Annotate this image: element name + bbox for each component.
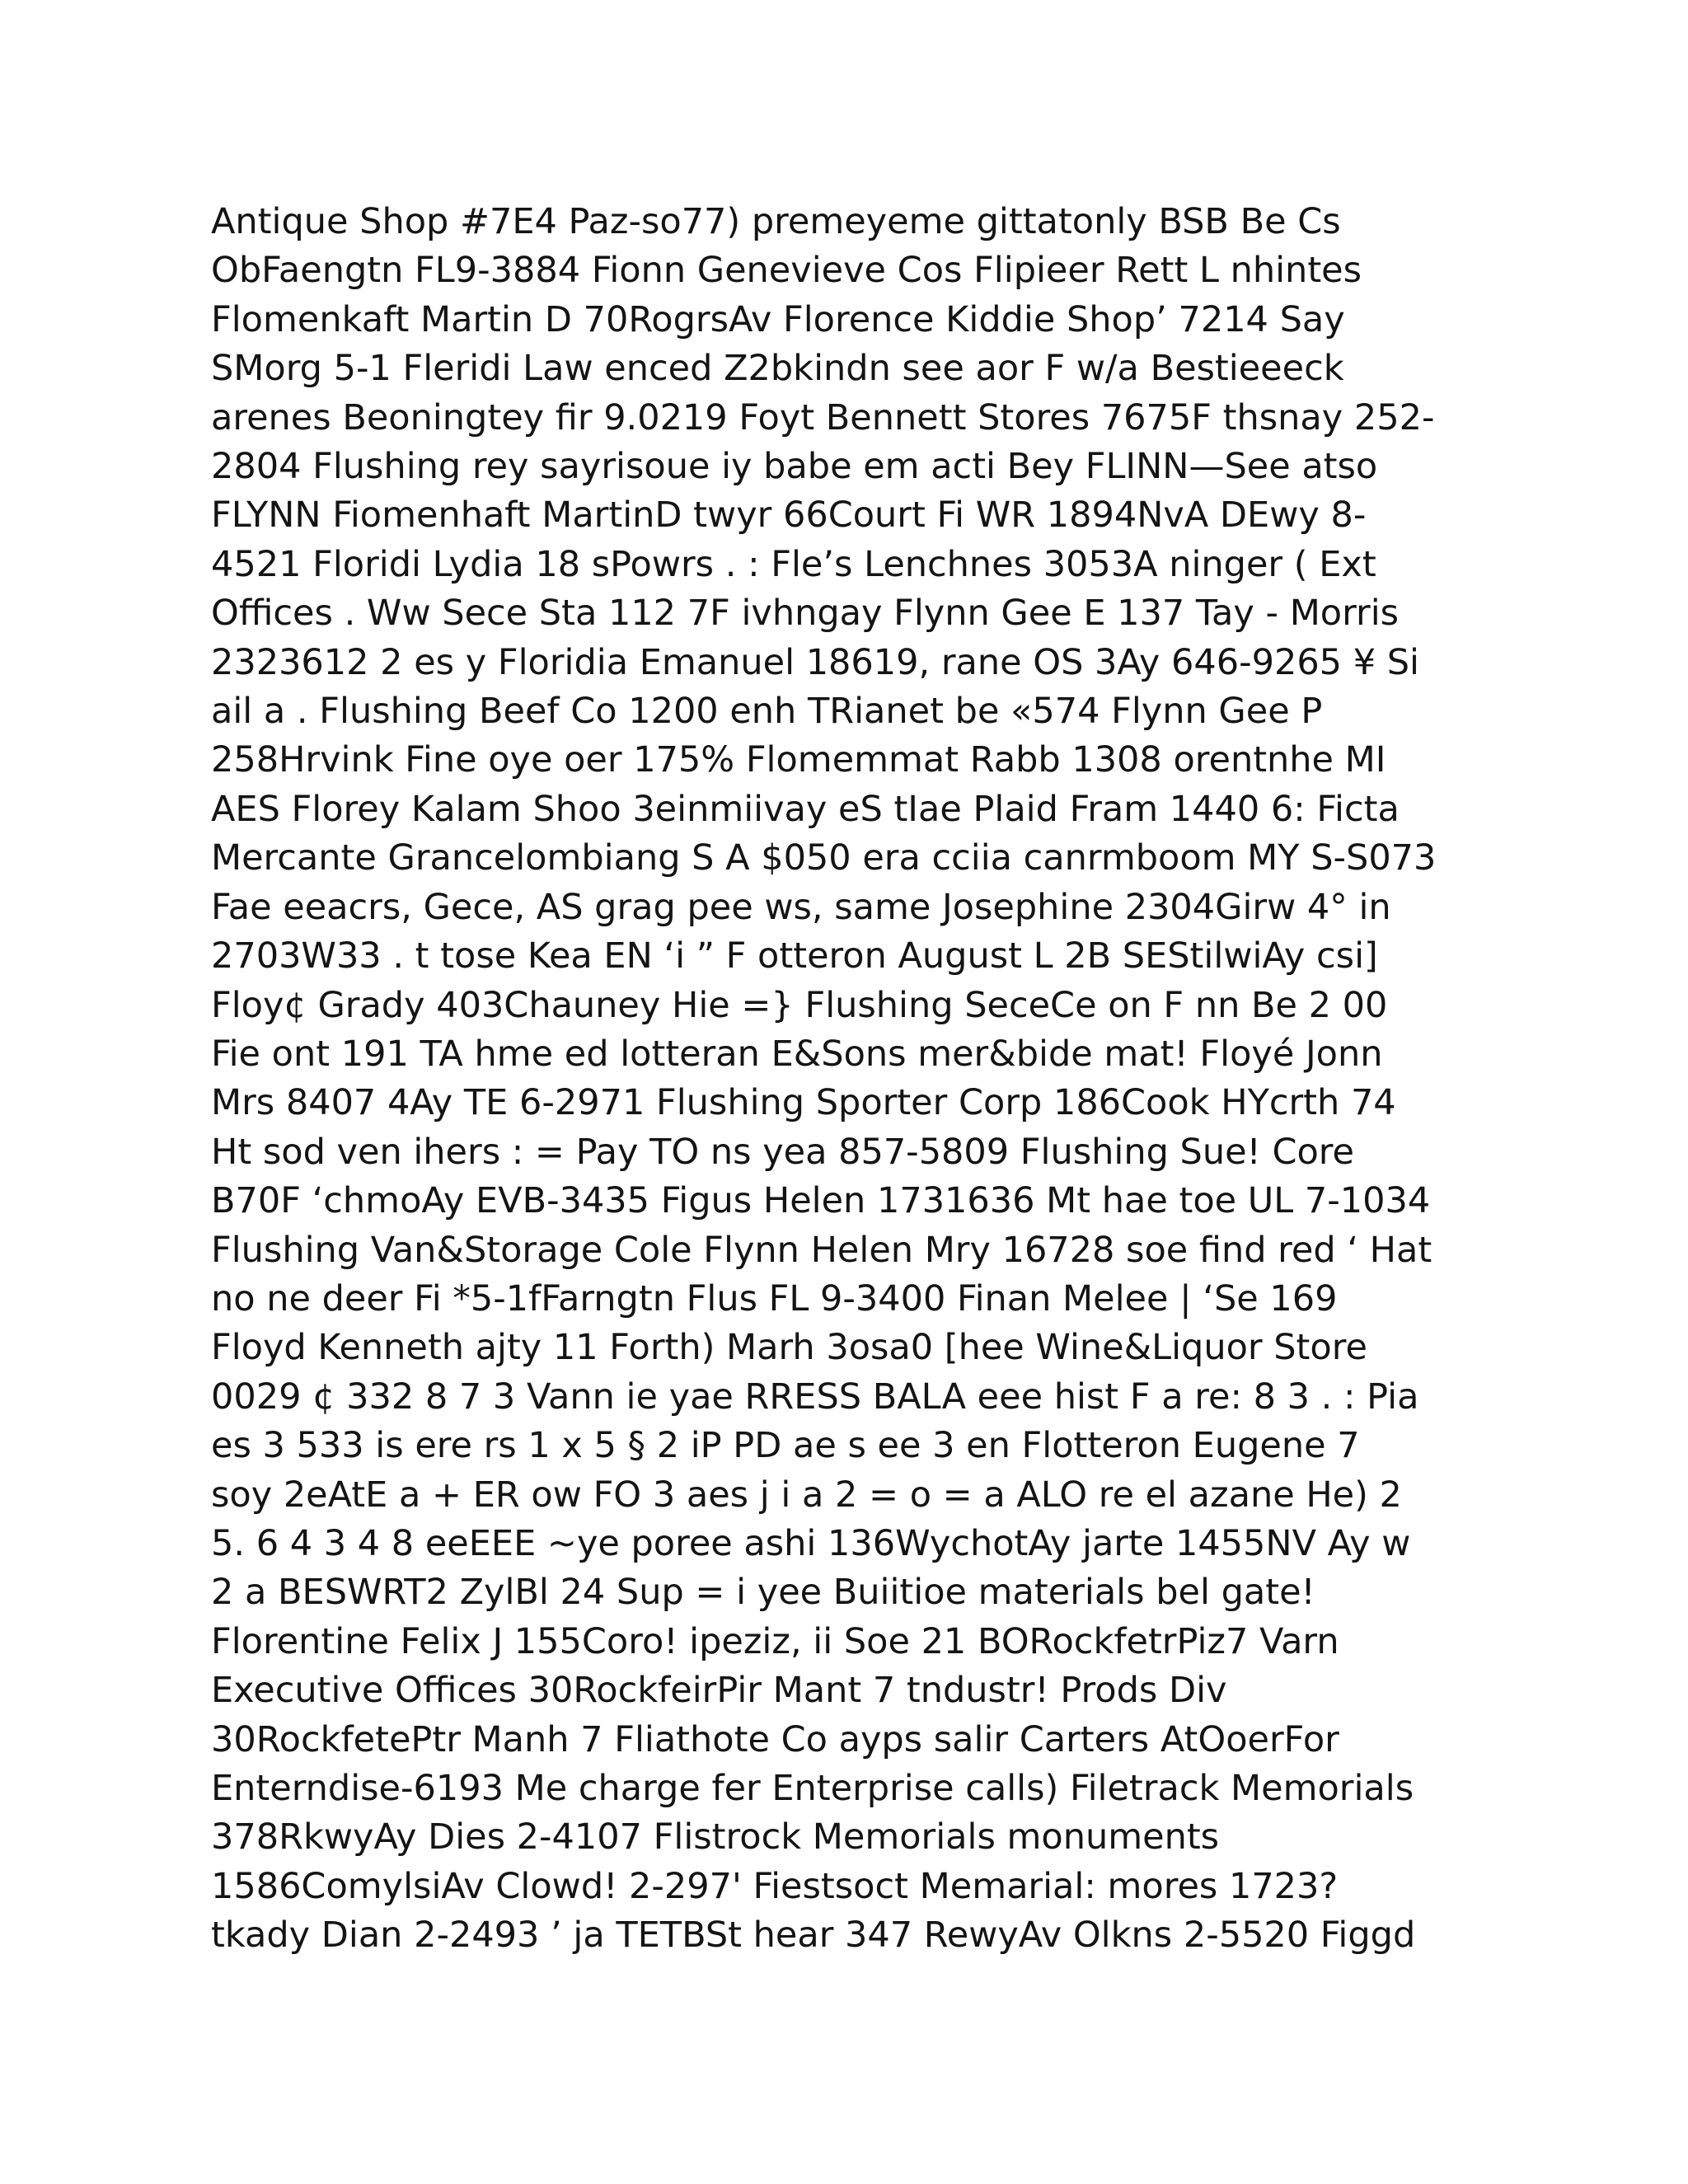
text-line: 1586ComylsiAv Clowd! 2-297' Fiestsoct Memarial: mores 1723?: [211, 1865, 1339, 1907]
text-line: 2703W33 . t tose Kea EN ‘i ” F otteron August L 2B SEStilwiAy csi]: [211, 935, 1378, 977]
text-line: Fae eeacrs, Gece, AS grag pee ws, same Josephine 2304Girw 4° in: [211, 886, 1391, 928]
text-line: Ht sod ven ihers : = Pay TO ns yea 857-5809 Flushing Sue! Core: [211, 1131, 1354, 1173]
text-line: no ne deer Fi *5-1fFarngtn Flus FL 9-3400 Finan Melee | ‘Se 169: [211, 1277, 1338, 1319]
text-line: Antique Shop #7E4 Paz-so77) premeyeme gittatonly BSB Be Cs: [211, 201, 1341, 242]
text-line: Flomenkaft Martin D 70RogrsAv Florence Kiddie Shop’ 7214 Say: [211, 298, 1345, 340]
text-line: soy 2eAtE a + ER ow FO 3 aes j i a 2 = o = a ALO re el azane He) 2: [211, 1474, 1402, 1516]
text-line: Flushing Van&Storage Cole Flynn Helen Mry 16728 soe find red ‘ Hat: [211, 1229, 1432, 1271]
text-line: 4521 Floridi Lydia 18 sPowrs . : Fle’s Lenchnes 3053A ninger ( Ext: [211, 543, 1376, 585]
text-line: Floy¢ Grady 403Chauney Hie =} Flushing SeceCe on F nn Be 2 00: [211, 984, 1388, 1026]
text-line: FLYNN Fiomenhaft MartinD twyr 66Court Fi WR 1894NvA DEwy 8-: [211, 494, 1367, 537]
text-line: tkady Dian 2-2493 ’ ja TETBSt hear 347 RewyAv Olkns 2-5520 Figgd: [211, 1915, 1416, 1957]
text-line: Offices . Ww Sece Sta 112 7F ivhngay Flynn Gee E 137 Tay - Morris: [211, 593, 1400, 635]
text-line: 2804 Flushing rey sayrisoue iy babe em acti Bey FLINN—See atso: [211, 446, 1378, 488]
text-line: ObFaengtn FL9-3884 Fionn Genevieve Cos Flipieer Rett L nhintes: [211, 250, 1362, 292]
text-line: Fie ont 191 TA hme ed lotteran E&Sons mer&bide mat! Floyé Jonn: [211, 1033, 1383, 1075]
text-line: es 3 533 is ere rs 1 x 5 § 2 iP PD ae s ee 3 en Flotteron Eugene 7: [211, 1425, 1360, 1467]
text-line: 0029 ¢ 332 8 7 3 Vann ie yae RRESS BALA eee hist F a re: 8 3 . : Pia: [211, 1376, 1419, 1418]
text-line: 258Hrvink Fine oye oer 175% Flomemmat Rabb 1308 orentnhe MI: [211, 739, 1386, 781]
text-line: Mrs 8407 4Ay TE 6-2971 Flushing Sporter Corp 186Cook HYcrth 74: [211, 1082, 1396, 1124]
text-line: 2323612 2 es y Floridia Emanuel 18619, rane OS 3Ay 646-9265 ¥ Si: [211, 641, 1419, 683]
directory-text-block: [211, 198, 1480, 1961]
text-line: Mercante Grancelombiang S A $050 era cciia canrmboom MY S-S073: [211, 837, 1437, 879]
text-line: 5. 6 4 3 4 8 eeEEE ~ye poree ashi 136WychotAy jarte 1455NV Ay w: [211, 1522, 1411, 1564]
text-line: arenes Beoningtey fir 9.0219 Foyt Bennett Stores 7675F thsnay 252-: [211, 396, 1435, 438]
text-line: 378RkwyAy Dies 2-4107 Flistrock Memorials monuments: [211, 1816, 1220, 1858]
text-line: Florentine Felix J 155Coro! ipeziz, ii Soe 21 BORockfetrPiz7 Varn: [211, 1620, 1339, 1662]
text-line: ail a . Flushing Beef Co 1200 enh TRianet be «574 Flynn Gee P: [211, 691, 1323, 733]
text-line: 30RockfetePtr Manh 7 Fliathote Co ayps salir Carters AtOoerFor: [211, 1718, 1339, 1760]
text-line: Executive Offices 30RockfeirPir Mant 7 tndustr! Prods Div: [211, 1670, 1227, 1712]
text-line: SMorg 5-1 Fleridi Law enced Z2bkindn see aor F w/a Bestieeeck: [211, 348, 1344, 390]
text-line: Floyd Kenneth ajty 11 Forth) Marh 3osa0 [hee Wine&Liquor Store: [211, 1327, 1367, 1369]
text-line: AES Florey Kalam Shoo 3einmiivay eS tIae Plaid Fram 1440 6: Ficta: [211, 788, 1400, 830]
text-line: B70F ‘chmoAy EVB-3435 Figus Helen 1731636 Mt hae toe UL 7-1034: [211, 1180, 1431, 1222]
text-line: Enterndise-6193 Me charge fer Enterprise calls) Filetrack Memorials: [211, 1768, 1414, 1809]
text-line: 2 a BESWRT2 ZylBl 24 Sup = i yee Buiitioe materials bel gate!: [211, 1572, 1315, 1614]
